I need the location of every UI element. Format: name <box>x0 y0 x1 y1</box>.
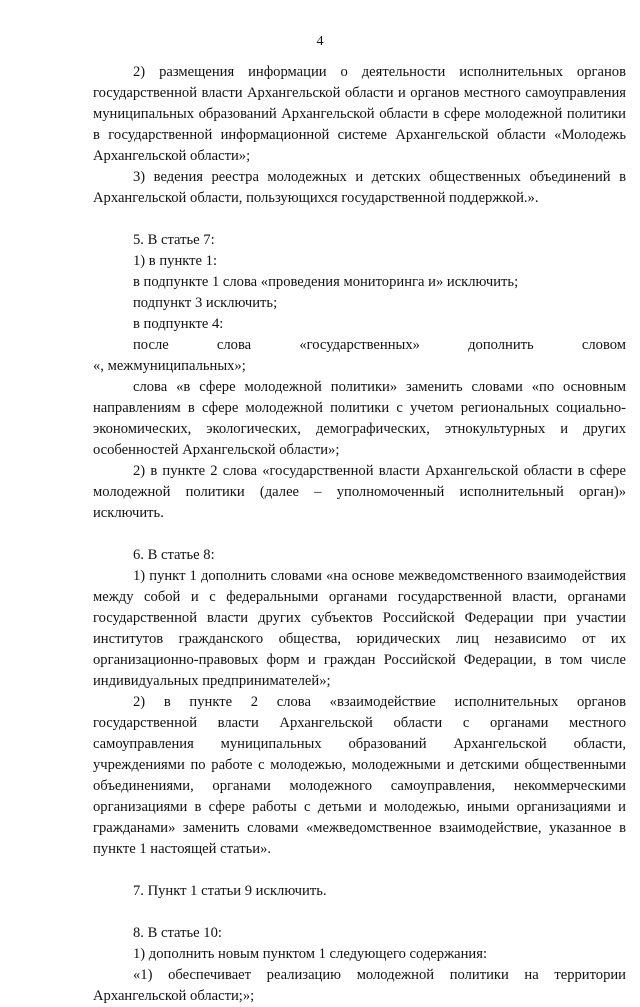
paragraph: 3) ведения реестра молодежных и детских общественных объединений в Архангельской области, пользующихся государственной поддержкой.». <box>93 169 626 206</box>
paragraph: 6. В статье 8: <box>133 547 215 563</box>
paragraph: в подпункте 1 слова «проведения мониторинга и» исключить; <box>133 274 519 290</box>
paragraph: 1) пункт 1 дополнить словами «на основе межведомственного взаимодействия между собой и с федеральными органами государственной власти, органами государственной власти других субъектов Российской Федерации при участии институтов гражданского общества, юридических лиц независимо от их организационно-правовых форм и граждан Российской Федерации, в том числе индивидуальных предпринимателей»; <box>93 568 626 689</box>
page-number: 4 <box>316 34 324 49</box>
paragraph: подпункт 3 исключить; <box>133 295 278 311</box>
paragraph: 2) в пункте 2 слова «взаимодействие исполнительных органов государственной власти Архангельской области с органами местного самоуправления муниципальных образований Архангельской области, учреждениями по работе с молодежью, молодежными и детскими общественными объединениями, органами молодежного самоуправления, некоммерческими организациями в сфере работы с детьми и молодежью, иными организациями и гражданами» заменить словами «межведомственное взаимодействие, указанное в пункте 1 настоящей статьи». <box>93 694 626 857</box>
paragraph: 8. В статье 10: <box>133 925 222 941</box>
paragraph: после слова «государственных» дополнить словом <box>133 337 626 353</box>
spacer <box>93 524 626 545</box>
document-body <box>93 62 626 1007</box>
spacer <box>93 902 626 923</box>
paragraph: 2) размещения информации о деятельности исполнительных органов государственной власти Архангельской области и органов местного самоуправления муниципальных образований Архангельской области в сфере молодежной политики в государственной информационной системе Архангельской области «Молодежь Архангельской области»; <box>93 64 626 164</box>
paragraph: 1) дополнить новым пунктом 1 следующего содержания: <box>133 946 488 962</box>
paragraph: 5. В статье 7: <box>133 232 215 248</box>
paragraph: в подпункте 4: <box>133 316 224 332</box>
spacer <box>93 209 626 230</box>
paragraph: «, межмуниципальных»; <box>93 358 246 374</box>
paragraph: «1) обеспечивает реализацию молодежной политики на территории Архангельской области;»; <box>93 967 626 1004</box>
paragraph: 2) в пункте 2 слова «государственной власти Архангельской области в сфере молодежной политики (далее – уполномоченный исполнительный орган)» исключить. <box>93 463 626 521</box>
paragraph: 1) в пункте 1: <box>133 253 218 269</box>
spacer <box>93 860 626 881</box>
paragraph: 7. Пункт 1 статьи 9 исключить. <box>133 883 327 899</box>
paragraph: слова «в сфере молодежной политики» заменить словами «по основным направлениям в сфере молодежной политики с учетом региональных социально-экономических, экологических, демографических, этнокультурных и других особенностей Архангельской области»; <box>93 379 626 458</box>
